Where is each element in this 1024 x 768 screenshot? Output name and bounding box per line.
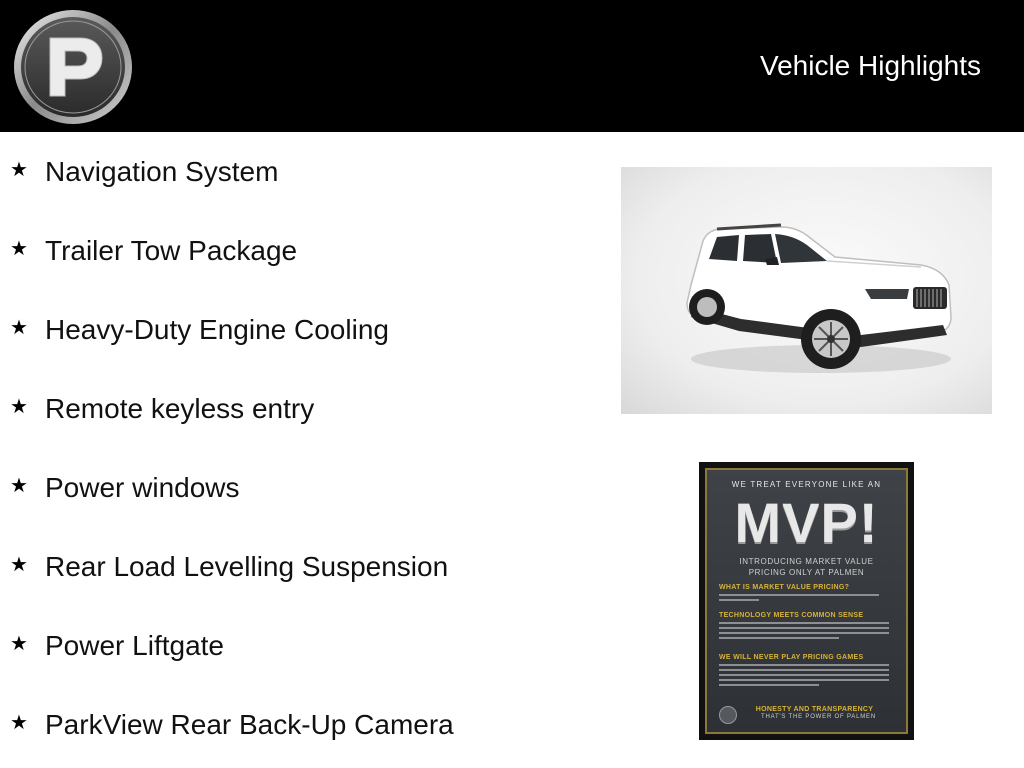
feature-label: Power windows (45, 472, 240, 503)
promo-text-line (719, 637, 839, 639)
promo-text-line (719, 669, 889, 671)
feature-label: ParkView Rear Back-Up Camera (45, 709, 454, 740)
promo-section-heading: TECHNOLOGY MEETS COMMON SENSE (719, 612, 864, 619)
feature-label: Heavy-Duty Engine Cooling (45, 314, 389, 345)
feature-item (10, 389, 314, 429)
star-icon: ★ (10, 157, 28, 181)
promo-footer: THAT'S THE POWER OF PALMEN (761, 714, 876, 720)
promo-text-line (719, 684, 819, 686)
promo-sub-line: PRICING ONLY AT PALMEN (748, 568, 865, 577)
star-icon: ★ (10, 236, 28, 260)
star-icon: ★ (10, 552, 28, 576)
feature-item (10, 547, 448, 587)
promo-text-line (719, 594, 879, 596)
star-icon: ★ (10, 394, 28, 418)
suv-image (621, 167, 992, 414)
feature-label: Remote keyless entry (45, 393, 315, 424)
feature-label: Power Liftgate (45, 630, 224, 661)
promo-text-line (719, 627, 889, 629)
feature-label: Trailer Tow Package (45, 235, 298, 266)
dealer-logo-icon (12, 8, 134, 126)
feature-item (10, 705, 454, 745)
promo-section-heading: WE WILL NEVER PLAY PRICING GAMES (719, 654, 864, 661)
promo-section-heading: HONESTY AND TRANSPARENCY (755, 706, 874, 713)
feature-item (10, 626, 224, 666)
promo-section-heading: WHAT IS MARKET VALUE PRICING? (719, 584, 850, 591)
promo-text-line (719, 674, 889, 676)
promo-poster (699, 462, 914, 740)
header-bar (0, 0, 1024, 132)
promo-text-line (719, 622, 889, 624)
feature-item (10, 152, 278, 192)
feature-label: Navigation System (45, 156, 279, 187)
promo-text-line (719, 599, 759, 601)
promo-sub-line: INTRODUCING MARKET VALUE (739, 557, 874, 566)
star-icon: ★ (10, 473, 28, 497)
promo-text-line (719, 679, 889, 681)
feature-item (10, 231, 297, 271)
promo-text-line (719, 664, 889, 666)
promo-text-line (719, 632, 889, 634)
feature-item (10, 310, 389, 350)
star-icon: ★ (10, 315, 28, 339)
promo-panel (705, 468, 908, 734)
page-title: Vehicle Highlights (759, 50, 981, 81)
feature-item (10, 468, 240, 508)
promo-subheading (707, 556, 906, 578)
promo-top-line: WE TREAT EVERYONE LIKE AN (731, 480, 882, 489)
vehicle-photo (621, 167, 992, 414)
feature-label: Rear Load Levelling Suspension (45, 551, 449, 582)
promo-headline: MVP! (734, 491, 879, 554)
star-icon: ★ (10, 710, 28, 734)
star-icon: ★ (10, 631, 28, 655)
